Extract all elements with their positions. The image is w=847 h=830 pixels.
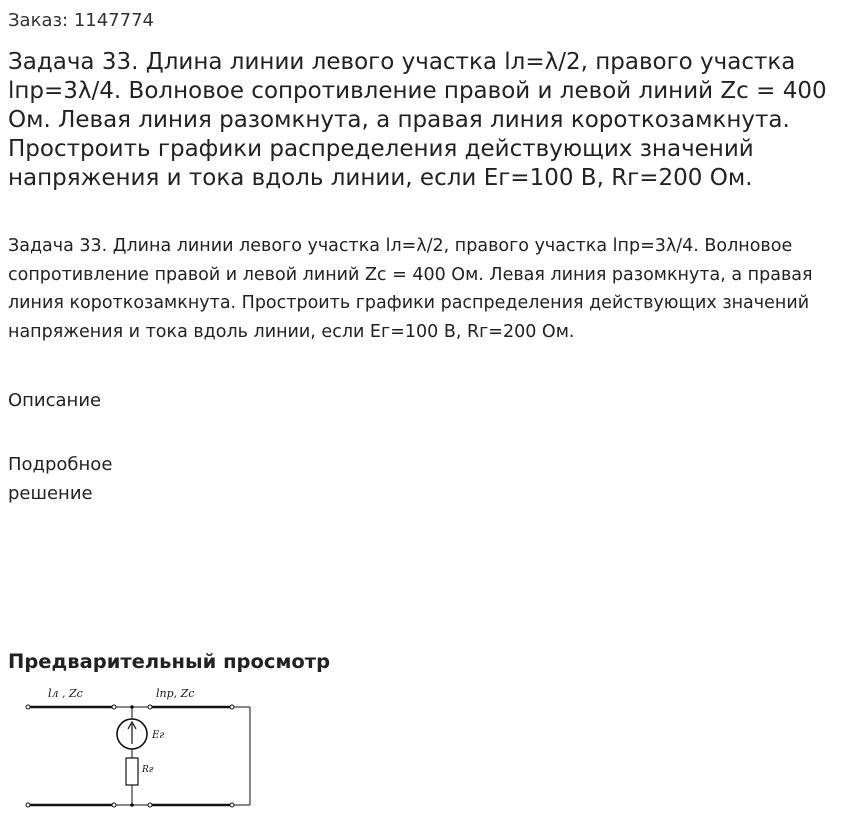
resistor-label: Rг (142, 765, 154, 775)
resistor-icon (126, 758, 138, 785)
description-label: Описание (8, 390, 102, 411)
detailed-solution-label: Подробное решение (8, 454, 113, 504)
right-line-label: lпр, Zc (156, 687, 195, 700)
terminal-mid-left-bottom (112, 803, 116, 807)
circuit-diagram (22, 682, 262, 812)
junction-dot-top (130, 705, 134, 709)
preview-heading: Предварительный просмотр (8, 650, 331, 673)
task-heading: Задача 33. Длина линии левого участка lл=λ/2, правого участка lпр=3λ/4. Волновое сопротивление правой и левой линий Zc = 400 Ом. Левая линия разомкнута, а правая линия короткозамкнута. Простроить графики распределения действующих значений напряжения и тока вдоль линии, если Eг=100 В, Rг=200 Ом. (8, 49, 827, 191)
order-number: Заказ: 1147774 (8, 10, 154, 31)
task-body: Задача 33. Длина линии левого участка lл=λ/2, правого участка lпр=3λ/4. Волновое сопротивление правой и левой линий Zc = 400 Ом. Левая линия разомкнута, а правая линия короткозамкнута. Простроить графики распределения действующих значений напряжения и тока вдоль линии, если Eг=100 В, Rг=200 Ом. (8, 236, 813, 342)
terminal-right-bottom (230, 803, 234, 807)
junction-dot-bottom (130, 803, 134, 807)
terminal-left-top (26, 705, 30, 709)
terminal-right-top (230, 705, 234, 709)
terminal-mid-left-top (112, 705, 116, 709)
source-label: Eг (152, 730, 165, 741)
terminal-mid-right-bottom (148, 803, 152, 807)
terminal-mid-right-top (148, 705, 152, 709)
left-line-label: lл , Zc (48, 687, 83, 700)
terminal-left-bottom (26, 803, 30, 807)
